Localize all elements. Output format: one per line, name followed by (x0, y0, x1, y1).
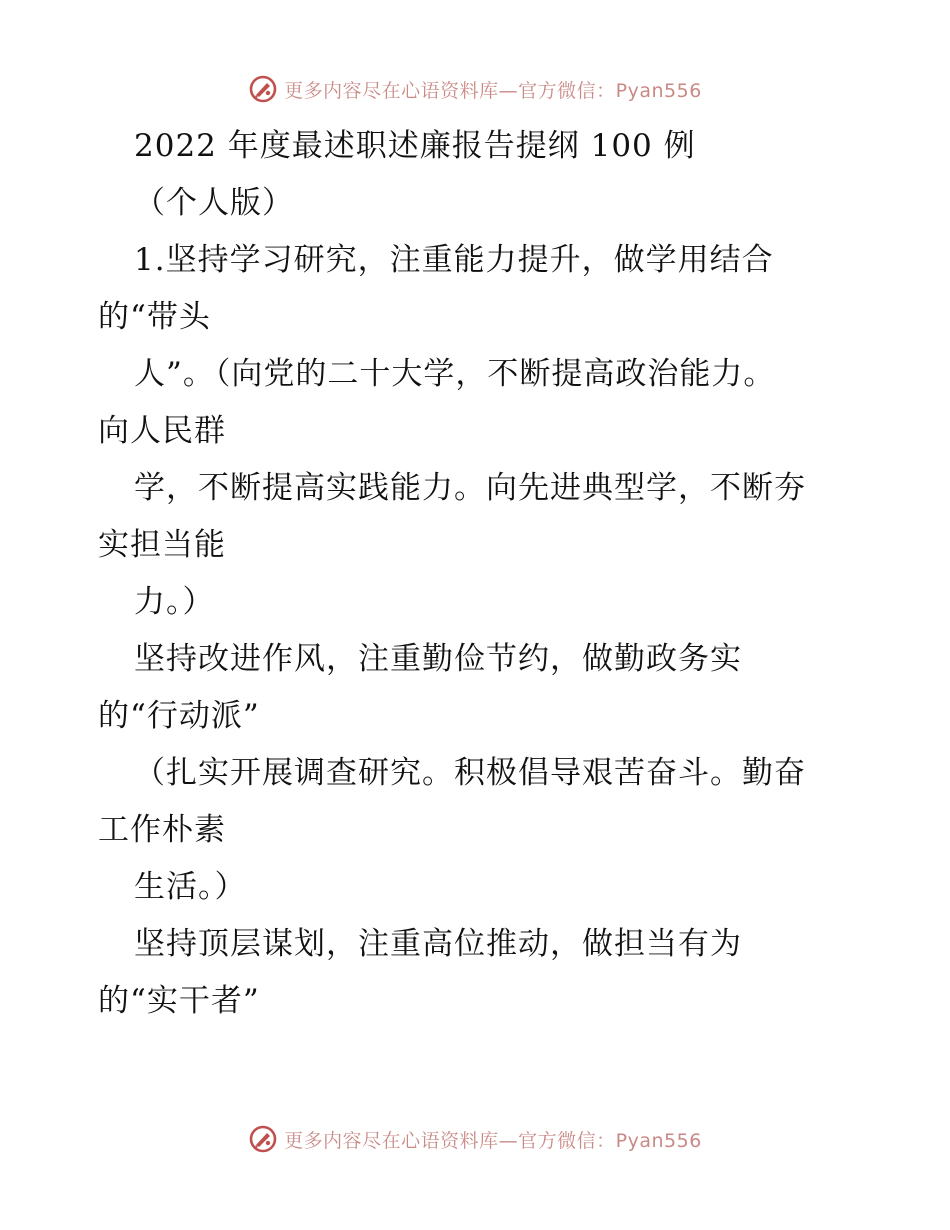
footer-watermark-banner (0, 1122, 950, 1156)
document-title: 2022 年度最述职述廉报告提纲 100 例 (134, 128, 696, 164)
text-line: 的“行动派” (98, 698, 260, 734)
pen-logo-icon (248, 74, 278, 104)
pen-logo-icon (248, 1124, 278, 1154)
text-line: 的“带头 (98, 299, 211, 335)
banner-text: 更多内容尽在心语资料库—官方微信：Pyan556 (284, 1129, 702, 1152)
banner-text: 更多内容尽在心语资料库—官方微信：Pyan556 (284, 79, 702, 102)
text-line: 力。） (134, 584, 215, 620)
text-line: 坚持改进作风，注重勤俭节约，做勤政务实 (134, 641, 742, 677)
text-line: 向人民群 (98, 413, 226, 449)
text-line: 工作朴素 (98, 812, 226, 848)
text-line: 1.坚持学习研究，注重能力提升，做学用结合 (134, 242, 774, 278)
text-line: 人”。（向党的二十大学，不断提高政治能力。 (134, 356, 776, 392)
text-line: 学，不断提高实践能力。向先进典型学，不断夯 (134, 470, 806, 506)
document-subtitle: （个人版） (134, 185, 294, 221)
text-line: 的“实干者” (98, 983, 260, 1019)
text-line: 生活。） (134, 869, 247, 905)
document-body (98, 118, 898, 1030)
text-line: （扎实开展调查研究。积极倡导艰苦奋斗。勤奋 (134, 755, 806, 791)
header-watermark-banner (0, 72, 950, 106)
text-line: 坚持顶层谋划，注重高位推动，做担当有为 (134, 926, 742, 962)
text-line: 实担当能 (98, 527, 226, 563)
